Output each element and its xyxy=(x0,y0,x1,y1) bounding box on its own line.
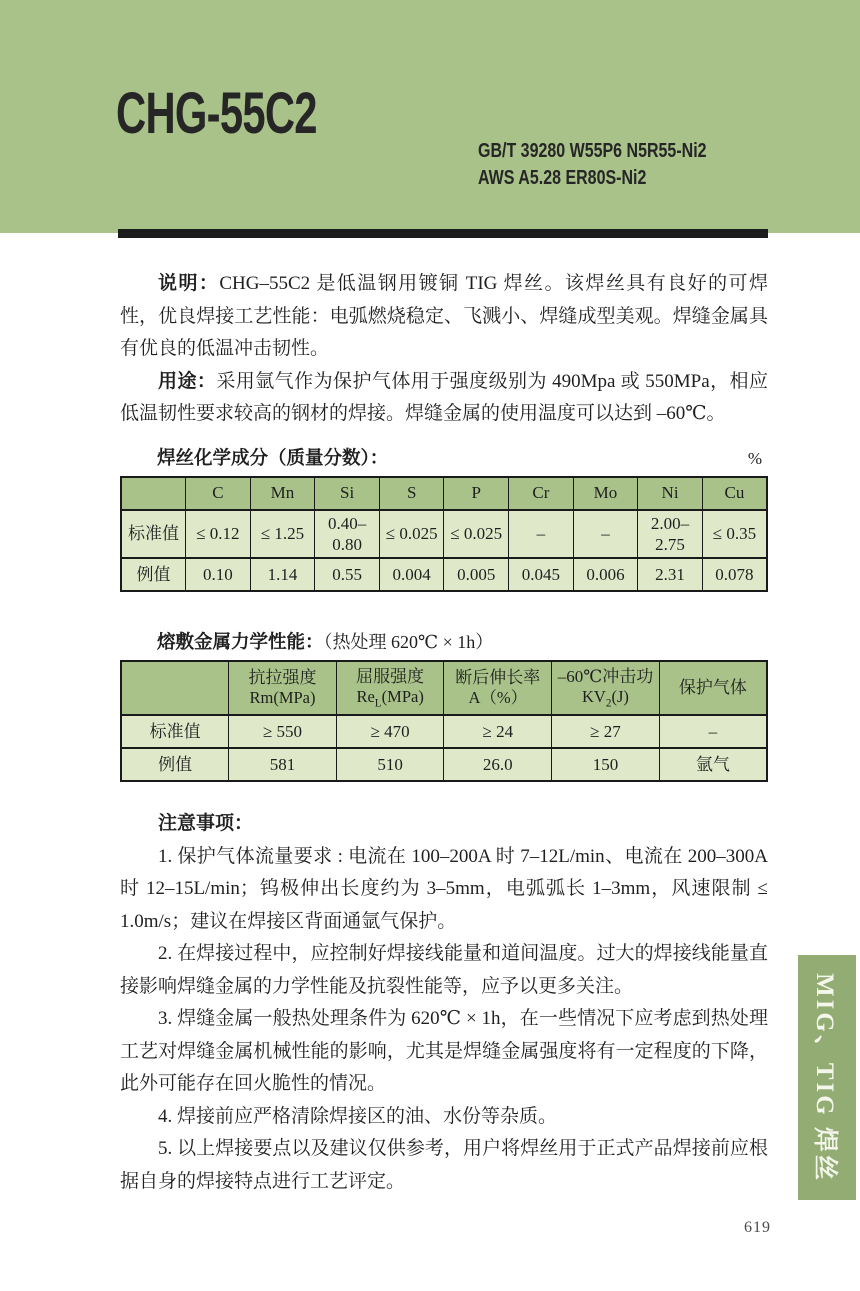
chem-corner-cell xyxy=(121,477,186,510)
mech-column-header-line2: $KV_2(J)$ xyxy=(582,686,629,710)
chem-value-cell: 0.045 xyxy=(509,558,574,591)
standard-line-aws: AWS A5.28 ER80S-Ni2 xyxy=(478,167,647,189)
chem-table-title-row xyxy=(120,444,768,470)
mech-value-cell: ≥ 24 xyxy=(444,715,552,748)
mech-header-row xyxy=(121,661,767,715)
chem-column-header: Cr xyxy=(509,477,574,510)
mech-value-cell: 150 xyxy=(552,748,660,781)
chem-value-cell: 2.00–2.75 xyxy=(638,510,703,559)
usage-paragraph xyxy=(120,366,768,431)
chem-value-cell: 2.31 xyxy=(638,558,703,591)
mech-column-header-line1: –60℃冲击功 xyxy=(557,666,654,686)
note-item: 2. 在焊接过程中，应控制好焊接线能量和道间温度。过大的焊接线能量直接影响焊缝金属的力学性能及抗裂性能等，应予以更多关注。 xyxy=(120,943,768,997)
chem-value-cell: 0.078 xyxy=(702,558,767,591)
notes-list xyxy=(120,841,768,1199)
chem-value-cell: ≤ 0.025 xyxy=(444,510,509,559)
note-item: 1. 保护气体流量要求 : 电流在 100–200A 时 7–12L/min、电流在 200–300A 时 12–15L/min；钨极伸出长度约为 3–5mm，电弧弧长 1–3mm，风速限制 ≤ 1.0m/s；建议在焊接区背面通氩气保护。 xyxy=(120,845,768,932)
chem-value-cell: 0.55 xyxy=(315,558,380,591)
note-item: 5. 以上焊接要点以及建议仅供参考，用户将焊丝用于正式产品焊接前应根据自身的焊接特点进行工艺评定。 xyxy=(120,1138,768,1192)
mech-table-head xyxy=(121,661,767,715)
mech-value-cell: – xyxy=(659,715,767,748)
chem-value-cell: 0.006 xyxy=(573,558,638,591)
chem-column-header: Mo xyxy=(573,477,638,510)
chem-table-head xyxy=(121,477,767,510)
header-banner xyxy=(0,0,860,233)
chem-value-cell: 1.14 xyxy=(250,558,315,591)
sidebar-tab xyxy=(798,955,856,1200)
chem-header-row xyxy=(121,477,767,510)
mech-value-cell: ≥ 550 xyxy=(229,715,337,748)
mech-column-header xyxy=(444,661,552,715)
chem-data-row xyxy=(121,510,767,559)
standards-block xyxy=(478,138,707,192)
chem-value-cell: 0.40–0.80 xyxy=(315,510,380,559)
chem-value-cell: ≤ 0.12 xyxy=(186,510,251,559)
chem-table-body xyxy=(121,510,767,592)
mech-value-cell: 26.0 xyxy=(444,748,552,781)
percent-unit: % xyxy=(747,448,762,468)
chem-column-header: Mn xyxy=(250,477,315,510)
mech-column-header xyxy=(552,661,660,715)
mech-table-title: 熔敷金属力学性能： xyxy=(157,631,324,652)
mech-column-header-line1: 抗拉强度 xyxy=(248,668,317,688)
chem-value-cell: ≤ 0.35 xyxy=(702,510,767,559)
chem-value-cell: – xyxy=(509,510,574,559)
description-label: 说明： xyxy=(158,273,220,294)
mech-column-header xyxy=(336,661,444,715)
mech-column-header-line2: A（%） xyxy=(468,688,528,708)
mech-value-cell: 510 xyxy=(336,748,444,781)
sidebar-tab-label: MIG、TIG 焊丝 xyxy=(811,972,838,1183)
mech-column-header-line2: Rm(MPa) xyxy=(249,688,316,708)
chem-value-cell: ≤ 1.25 xyxy=(250,510,315,559)
usage-label: 用途： xyxy=(158,370,217,392)
mech-table-body xyxy=(121,715,767,781)
chem-value-cell: 0.004 xyxy=(379,558,444,591)
chem-row-label: 标准值 xyxy=(121,510,186,559)
chem-value-cell: ≤ 0.025 xyxy=(379,510,444,559)
main-content xyxy=(120,268,768,1198)
note-item: 4. 焊接前应严格清除焊接区的油、水份等杂质。 xyxy=(158,1105,558,1127)
mech-value-cell: ≥ 27 xyxy=(552,715,660,748)
notes-title xyxy=(120,808,768,841)
mech-data-row xyxy=(121,748,767,781)
mech-column-header-line1: 断后伸长率 xyxy=(455,668,541,688)
chem-value-cell: 0.005 xyxy=(444,558,509,591)
chem-column-header: Cu xyxy=(702,477,767,510)
product-title: CHG-55C2 xyxy=(116,81,317,146)
mech-value-cell: 氩气 xyxy=(659,748,767,781)
mech-column-header-line1: 屈服强度 xyxy=(356,666,425,686)
mech-data-row xyxy=(121,715,767,748)
chem-data-row xyxy=(121,558,767,591)
mech-table-title-row xyxy=(157,628,768,654)
mech-table-title-condition: （热处理 620℃ × 1h） xyxy=(323,632,494,652)
chem-table xyxy=(120,476,768,593)
mech-value-cell: 581 xyxy=(229,748,337,781)
mech-column-header-line1: 保护气体 xyxy=(678,678,747,698)
mech-row-label: 标准值 xyxy=(121,715,229,748)
usage-text: 采用氩气作为保护气体用于强度级别为 490Mpa 或 550MPa，相应低温韧性要求较高的钢材的焊接。焊缝金属的使用温度可以达到 –60℃。 xyxy=(120,370,768,424)
chem-column-header: C xyxy=(186,477,251,510)
description-text: CHG–55C2 是低温钢用镀铜 TIG 焊丝。该焊丝具有良好的可焊性，优良焊接工艺性能：电弧燃烧稳定、飞溅小、焊缝成型美观。焊缝金属具有优良的低温冲击韧性。 xyxy=(120,273,768,359)
mech-column-header xyxy=(229,661,337,715)
note-item: 3. 焊缝金属一般热处理条件为 620℃ × 1h，在一些情况下应考虑到热处理工艺对焊缝金属机械性能的影响，尤其是焊缝金属强度将有一定程度的下降，此外可能存在回火脆性的情况。 xyxy=(120,1008,768,1094)
mech-corner-cell xyxy=(121,661,229,715)
mech-row-label: 例值 xyxy=(121,748,229,781)
mech-column-header xyxy=(659,661,767,715)
chem-table-title: 焊丝化学成分（质量分数）： xyxy=(157,446,389,468)
chem-value-cell: – xyxy=(573,510,638,559)
chem-column-header: P xyxy=(444,477,509,510)
chem-value-cell: 0.10 xyxy=(186,558,251,591)
chem-column-header: Ni xyxy=(638,477,703,510)
chem-row-label: 例值 xyxy=(121,558,186,591)
description-paragraph xyxy=(120,268,768,366)
standard-line-gbt: GB/T 39280 W55P6 N5R55-Ni2 xyxy=(478,140,707,162)
page-number: 619 xyxy=(744,1219,771,1236)
mech-value-cell: ≥ 470 xyxy=(336,715,444,748)
chem-column-header: Si xyxy=(315,477,380,510)
chem-column-header: S xyxy=(379,477,444,510)
mech-column-header-line2: $Re_L(MPa)$ xyxy=(356,686,424,710)
mech-table xyxy=(120,660,768,782)
divider-bar xyxy=(118,229,768,238)
notes-title-text: 注意事项： xyxy=(158,813,254,834)
